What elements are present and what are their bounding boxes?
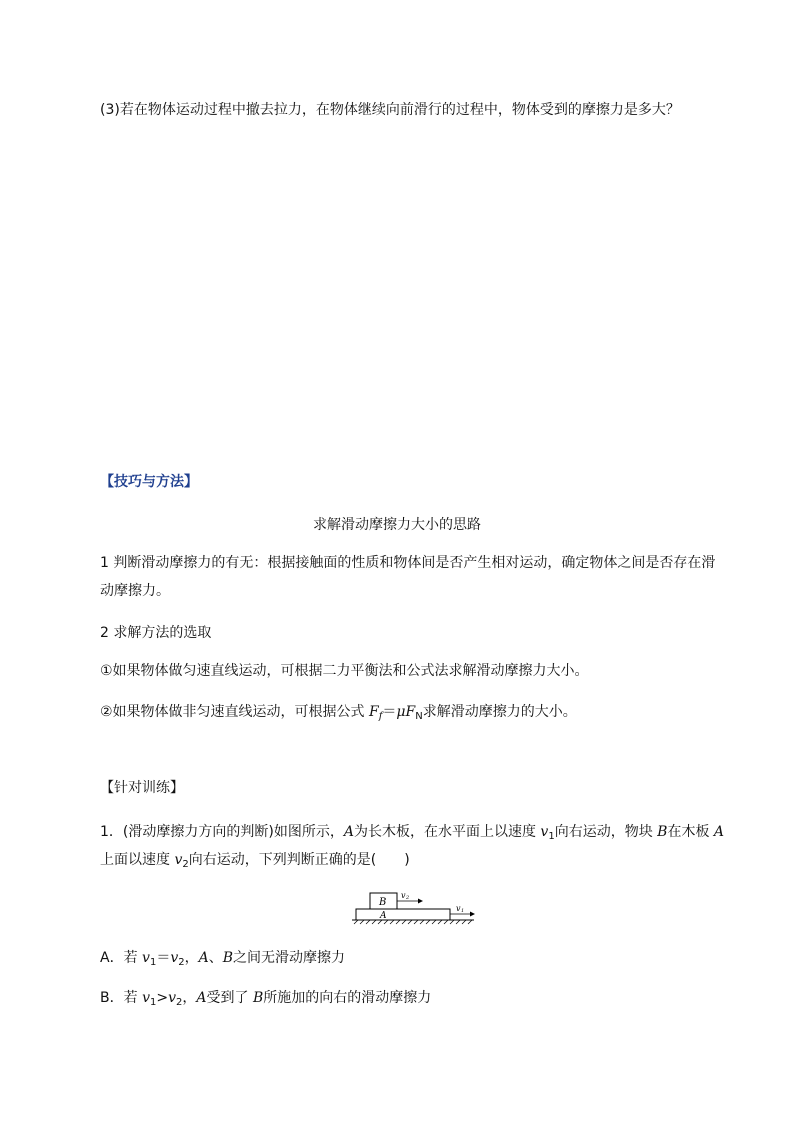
optB-v2: v [168,990,177,1006]
label-A: A [380,911,387,921]
optB-v1: v [142,990,150,1006]
option-B [100,984,720,1017]
optB-B: B [252,990,264,1006]
question-3: (3)若在物体运动过程中撤去拉力，在物体继续向前滑行的过程中，物体受到的摩擦力是多大？ [100,102,680,118]
tips-p1-line2: 动摩擦力。 [100,583,170,599]
formula-muF: μF [396,704,416,720]
tips-paragraph-1-cont [100,577,720,605]
optB-post: 所施加的向右的滑动摩擦力 [263,990,432,1006]
q1-text-f: 向右运动，下列判断正确的是( ) [188,852,410,868]
board-A [356,909,450,920]
tips-p4-after: 求解滑动摩擦力的大小。 [422,704,577,720]
q1-var-A2: A [713,824,725,840]
q1-text-a: 1．(滑动摩擦力方向的判断)如图所示， [100,824,344,840]
optB-gt: > [156,990,169,1006]
formula-f-sub: f [378,711,383,722]
optB-pre: B．若 [100,990,143,1006]
tips-paragraph-2: 2 求解方法的选取 [100,625,212,641]
tips-p4-before: ②如果物体做非匀速直线运动，可根据公式 [100,704,369,720]
q1-var-v: v [540,824,549,840]
optA-post: 之间无滑动摩擦力 [233,950,346,966]
label-v1: v [456,904,461,913]
label-v2-sub: 2 [406,895,410,901]
board-block-figure [350,888,480,930]
optB-comma: ， [182,990,197,1006]
tips-title: 求解滑动摩擦力大小的思路 [313,517,481,533]
optA-eq: ＝ [156,950,171,966]
tips-paragraph-1 [100,549,720,577]
arrow-v2-head [418,899,423,904]
ground-hatch [354,920,472,924]
optB-sub1: 1 [149,997,157,1008]
arrow-v1-head [470,912,475,917]
optB-sub2: 2 [176,997,183,1008]
question-1-line2 [100,846,720,879]
optA-sub1: 1 [149,957,157,968]
option-A [100,944,720,977]
q1-var-B: B [657,824,668,840]
q1-text-c: 向右运动，物块 [554,824,658,840]
optA-comma: ， [184,950,199,966]
optA-sub2: 2 [178,957,185,968]
training-heading: 【针对训练】 [100,780,184,796]
tips-paragraph-4 [100,698,720,731]
optB-mid: 受到了 [206,990,253,1006]
q1-text-e: 上面以速度 [100,852,175,868]
optA-v2: v [170,950,179,966]
label-B: B [379,897,387,908]
q1-var-v2: v [174,852,183,868]
label-v1-sub: 1 [461,908,465,914]
optA-A: A [198,950,209,966]
optA-pre: A．若 [100,950,143,966]
optB-A: A [196,990,207,1006]
optA-v1: v [142,950,150,966]
optA-sep: 、 [208,950,223,966]
q1-sub-1: 1 [548,831,555,842]
tips-p1-line1: 1 判断滑动摩擦力的有无：根据接触面的性质和物体间是否产生相对运动，确定物体之间是否存在滑 [100,555,716,571]
formula-F: F [369,704,379,720]
label-v2: v [401,891,406,900]
q1-var-A: A [343,824,354,840]
optA-B: B [222,950,234,966]
formula-eq: ＝ [382,704,397,720]
q1-sub-2: 2 [182,859,189,870]
tips-paragraph-3: ①如果物体做匀速直线运动，可根据二力平衡法和公式法求解滑动摩擦力大小。 [100,663,589,679]
tips-heading: 【技巧与方法】 [100,474,198,490]
formula-N-sub: N [415,711,423,722]
q1-text-d: 在木板 [667,824,714,840]
q1-text-b: 为长木板，在水平面上以速度 [353,824,541,840]
